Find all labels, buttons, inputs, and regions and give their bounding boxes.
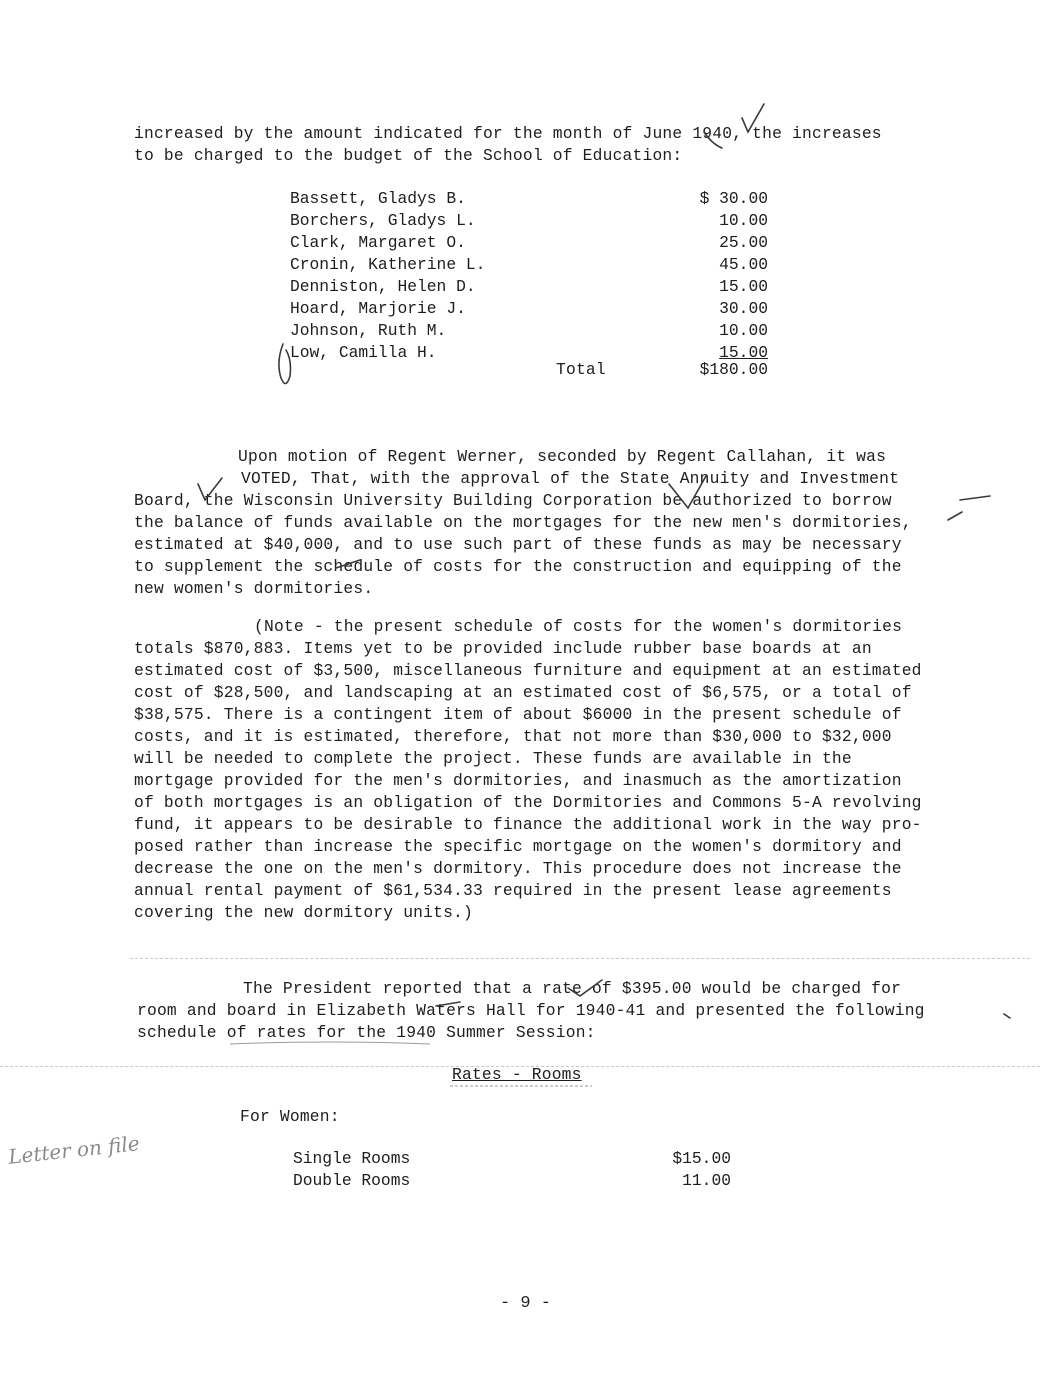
table-row-name: Johnson, Ruth M. — [290, 321, 447, 340]
rates-heading: Rates - Rooms — [452, 1065, 582, 1084]
table-row-amount: 30.00 — [719, 299, 768, 318]
intro-line-1: increased by the amount indicated for the month of June 1940, the increases — [134, 124, 882, 143]
table-row-name: Low, Camilla H. — [290, 343, 437, 362]
total-label: Total — [556, 360, 606, 379]
note-line-5: $38,575. There is a contingent item of about $6000 in the present schedule of — [134, 705, 902, 724]
table-row-name: Denniston, Helen D. — [290, 277, 476, 296]
motion-line-3: Board, the Wisconsin University Building Corporation be authorized to borrow — [134, 491, 892, 510]
motion-line-4: the balance of funds available on the mortgages for the new men's dormitories, — [134, 513, 912, 532]
note-line-7: will be needed to complete the project. These funds are available in the — [134, 749, 852, 768]
motion-line-7: new women's dormitories. — [134, 579, 374, 598]
table-row-amount: 15.00 — [719, 343, 768, 362]
motion-line-2: VOTED, That, with the approval of the State Annuity and Investment — [241, 469, 900, 488]
table-row-name: Borchers, Gladys L. — [290, 211, 476, 230]
note-line-6: costs, and it is estimated, therefore, that not more than $30,000 to $32,000 — [134, 727, 892, 746]
motion-line-5: estimated at $40,000, and to use such part of these funds as may be necessary — [134, 535, 902, 554]
president-line-3: schedule of rates for the 1940 Summer Session: — [137, 1023, 596, 1042]
rate-row-label: Single Rooms — [293, 1149, 411, 1168]
table-row-amount: 45.00 — [719, 255, 768, 274]
table-row-name: Clark, Margaret O. — [290, 233, 466, 252]
margin-note: Letter on file — [7, 1131, 141, 1169]
president-line-1: The President reported that a rate of $395.00 would be charged for — [243, 979, 902, 998]
rates-group-label: For Women: — [240, 1107, 340, 1126]
note-line-2: totals $870,883. Items yet to be provided include rubber base boards at an — [134, 639, 872, 658]
note-line-10: fund, it appears to be desirable to finance the additional work in the way pro- — [134, 815, 922, 834]
note-line-3: estimated cost of $3,500, miscellaneous furniture and equipment at an estimated — [134, 661, 922, 680]
table-row-name: Bassett, Gladys B. — [290, 189, 466, 208]
table-row-name: Hoard, Marjorie J. — [290, 299, 466, 318]
note-line-8: mortgage provided for the men's dormitories, and inasmuch as the amortization — [134, 771, 902, 790]
table-row-amount: 15.00 — [719, 277, 768, 296]
note-line-14: covering the new dormitory units.) — [134, 903, 473, 922]
total-amount: $180.00 — [699, 360, 768, 379]
note-line-11: posed rather than increase the specific mortgage on the women's dormitory and — [134, 837, 902, 856]
president-line-2: room and board in Elizabeth Waters Hall for 1940-41 and presented the following — [137, 1001, 925, 1020]
table-row-amount: 10.00 — [719, 321, 768, 340]
note-line-4: cost of $28,500, and landscaping at an estimated cost of $6,575, or a total of — [134, 683, 912, 702]
motion-line-1: Upon motion of Regent Werner, seconded by Regent Callahan, it was — [238, 447, 887, 466]
page-number: - 9 - — [499, 1294, 551, 1313]
note-line-1: (Note - the present schedule of costs for the women's dormitories — [254, 617, 903, 636]
rate-row-amount: 11.00 — [682, 1171, 731, 1190]
note-line-9: of both mortgages is an obligation of the Dormitories and Commons 5-A revolving — [134, 793, 922, 812]
intro-line-2: to be charged to the budget of the School of Education: — [134, 146, 683, 165]
note-line-12: decrease the one on the men's dormitory. This procedure does not increase the — [134, 859, 902, 878]
table-row-amount: 25.00 — [719, 233, 768, 252]
note-line-13: annual rental payment of $61,534.33 required in the present lease agreements — [134, 881, 892, 900]
table-row-name: Cronin, Katherine L. — [290, 255, 486, 274]
rate-row-amount: $15.00 — [672, 1149, 731, 1168]
motion-line-6: to supplement the schedule of costs for the construction and equipping of the — [134, 557, 902, 576]
rate-row-label: Double Rooms — [293, 1171, 411, 1190]
table-row-amount: $ 30.00 — [699, 189, 768, 208]
table-row-amount: 10.00 — [719, 211, 768, 230]
